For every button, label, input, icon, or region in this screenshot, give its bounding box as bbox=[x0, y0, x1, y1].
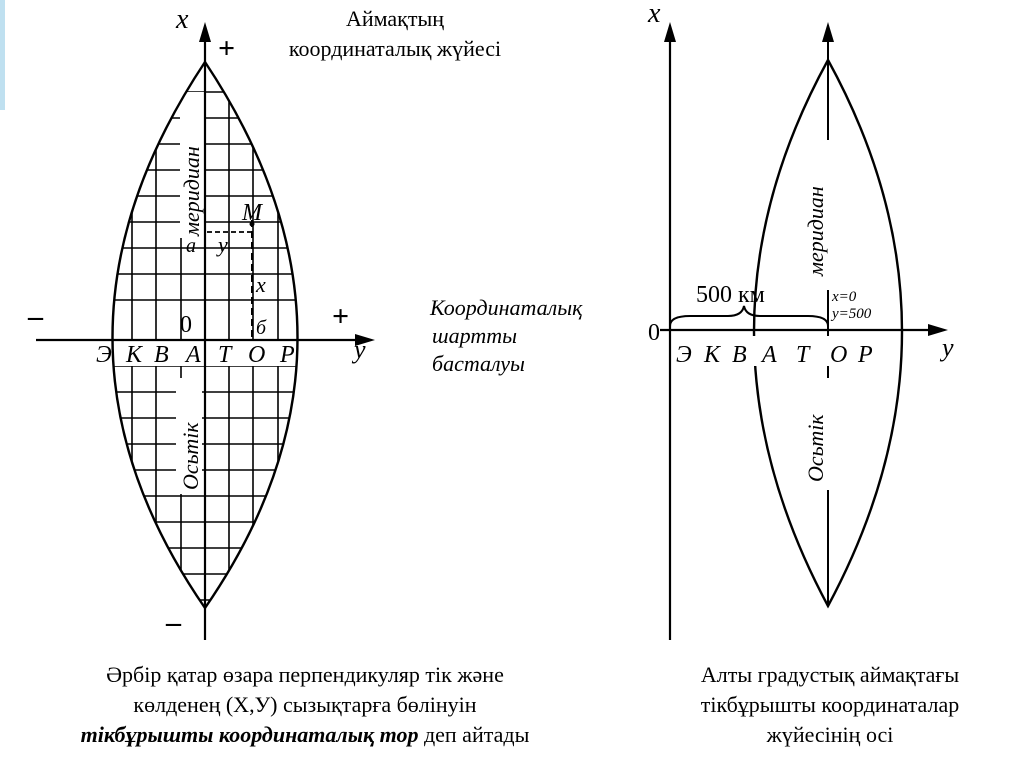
distance-label: 500 км bbox=[696, 282, 765, 308]
axial-meridian-arrow bbox=[822, 22, 834, 42]
right-caption bbox=[640, 660, 1020, 750]
left-y-axis-label: y bbox=[354, 335, 366, 364]
right-equator-letter: В bbox=[732, 342, 747, 368]
left-meridian-label: меридиан bbox=[179, 146, 204, 236]
label-b: б bbox=[256, 317, 267, 339]
label-y: у bbox=[218, 232, 228, 257]
right-x-axis-label: x bbox=[648, 0, 661, 29]
left-x-axis-label: x bbox=[176, 4, 189, 35]
conventional-origin-label bbox=[429, 295, 583, 376]
right-caption-line-1: Алты градустық аймақтағы bbox=[700, 662, 960, 687]
minus-bottom: – bbox=[166, 606, 181, 639]
left-equator-letter: О bbox=[248, 342, 266, 368]
label-x: х bbox=[256, 272, 266, 297]
y-equals-label: y=500 bbox=[832, 306, 872, 322]
left-caption-line-1: Әрбір қатар өзара перпендикуляр тік және bbox=[106, 662, 504, 687]
left-origin-label: 0 bbox=[180, 312, 192, 338]
right-y-axis-label: y bbox=[942, 333, 954, 362]
right-caption-line-3: жүйесінің осі bbox=[766, 722, 894, 747]
right-equator-word bbox=[676, 342, 873, 368]
right-x-axis-arrow bbox=[664, 22, 676, 42]
left-equator-letter: Р bbox=[280, 342, 295, 368]
minus-left: – bbox=[28, 300, 43, 333]
left-caption bbox=[0, 660, 610, 750]
corner-strip bbox=[0, 0, 5, 110]
title-line-2: координаталық жүйесі bbox=[288, 36, 502, 61]
start-label-line2: шартты bbox=[432, 323, 517, 348]
right-equator-letter: Т bbox=[796, 342, 810, 368]
right-equator-letter: О bbox=[830, 342, 848, 368]
x-axis-arrow bbox=[199, 22, 211, 42]
left-caption-term: тікбұрышты координаталық тор bbox=[80, 722, 419, 747]
title-line-1: Аймақтың bbox=[345, 6, 445, 31]
plus-right: + bbox=[332, 300, 350, 333]
left-equator-letter: К bbox=[126, 342, 142, 368]
left-equator-letter: А bbox=[186, 342, 201, 368]
left-equator-letter: В bbox=[154, 342, 169, 368]
diagram-title bbox=[230, 4, 560, 64]
right-meridian-label: меридиан bbox=[803, 186, 828, 276]
plus-top: + bbox=[218, 32, 236, 65]
right-equator-letter: К bbox=[704, 342, 720, 368]
left-equator-letter: Э bbox=[96, 342, 112, 368]
right-equator-letter: Э bbox=[676, 342, 692, 368]
left-caption-line-2: көлденең (Х,У) сызықтарға бөлінуін bbox=[133, 692, 477, 717]
left-equator-letter: Т bbox=[218, 342, 232, 368]
x-equals-label: x=0 bbox=[832, 289, 857, 305]
point-m-label: M bbox=[242, 200, 262, 226]
right-axial-label: Осьтік bbox=[803, 414, 828, 482]
left-caption-tail: деп айтады bbox=[418, 722, 530, 747]
right-origin-label: 0 bbox=[648, 320, 660, 346]
left-equator-word bbox=[96, 342, 295, 368]
distance-brace bbox=[670, 306, 828, 326]
right-equator-letter: Р bbox=[858, 342, 873, 368]
right-equator-letter: А bbox=[762, 342, 777, 368]
right-caption-line-2: тікбұрышты координаталар bbox=[700, 692, 960, 717]
left-caption-line-3 bbox=[0, 720, 610, 750]
start-label-line3: басталуы bbox=[432, 351, 525, 376]
left-zone-diagram bbox=[27, 4, 375, 640]
start-label-line1: Координаталық bbox=[430, 295, 583, 320]
right-zone-diagram bbox=[647, 0, 954, 640]
label-a: а bbox=[186, 235, 196, 257]
left-axial-label: Осьтік bbox=[178, 422, 203, 490]
